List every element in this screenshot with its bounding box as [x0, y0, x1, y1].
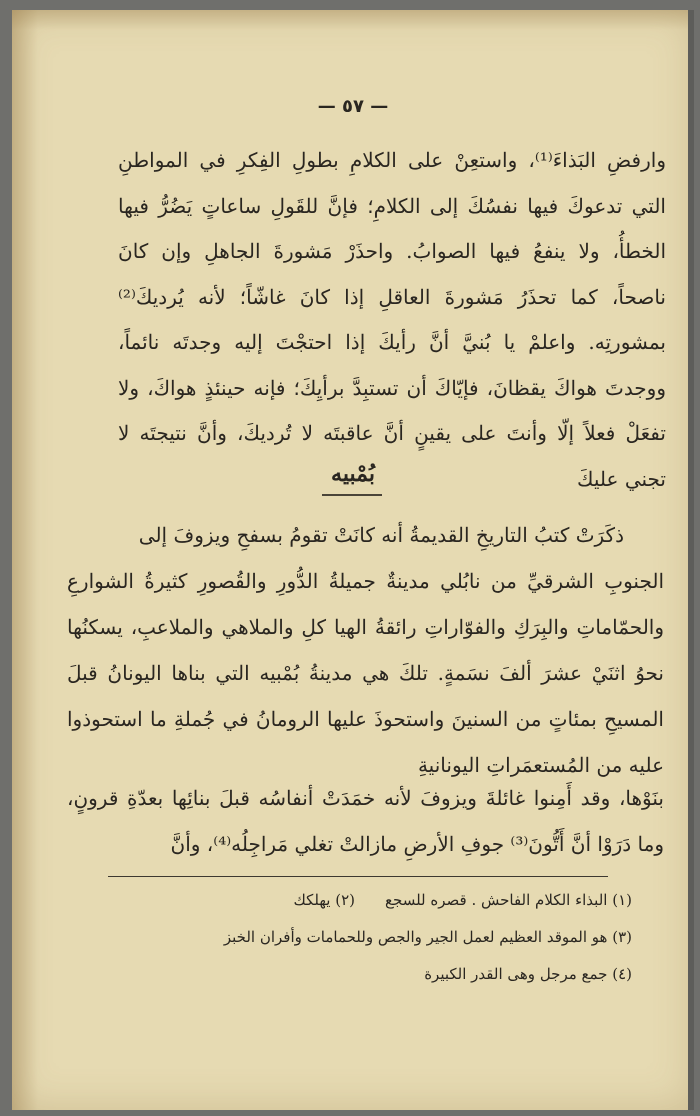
heading-underline	[322, 494, 382, 496]
footnote-line	[162, 956, 632, 993]
footnote-line	[162, 919, 632, 956]
page-stain-left	[12, 10, 38, 1110]
footnote-line	[162, 882, 632, 919]
page-number: — ٥٧ —	[317, 96, 389, 117]
footnote-2: (٢) يهلكك	[293, 891, 356, 909]
paragraph-vesuvius: بنَوْها، وقد أَمِنوا غائلةَ ويزوفَ لأنه خمَدَتْ أنفاسُه قبلَ بنائِها بعدّةِ قرونٍ، وما دَرَوْا أنَّ أَتُّونَ⁽³⁾ جوفِ الأرضِ مازالتْ تغلي مَراجِلُه⁽⁴⁾، وأنَّ	[67, 786, 664, 856]
footnote-3: (٣) هو الموقد العظيم لعمل الجير والجص وللحمامات وأفران الخبز	[223, 928, 632, 946]
page-edge	[688, 10, 694, 1110]
paragraph-pompeii-history	[67, 512, 664, 788]
footnote-divider	[108, 876, 608, 877]
page-stain-top	[12, 10, 694, 30]
paragraph-first-line: ذكَرَتْ كتبُ التاريخِ القديمةُ أنه كانَتْ تقومُ بسفحِ ويزوفَ إلى	[138, 523, 624, 547]
footnote-1: (١) البذاء الكلام الفاحش . قصره للسجع	[385, 891, 632, 909]
book-page	[12, 10, 694, 1110]
paragraph-advice: وارفضِ البَذاءَ⁽¹⁾، واستعِنْ على الكلامِ بطولِ الفِكرِ في المواطنِ التي تدعوكَ فيها نفسُكَ إلى الكلامِ؛ فإنَّ للقَولِ ساعاتٍ يَضُرُّ فيها الخطأُ، ولا ينفعُ فيها الصوابُ. واحذَرْ مَشورةَ الجاهلِ وإن كانَ ناصحاً، كما تحذَرُ مَشورةَ العاقلِ إذا كانَ غاشّاً؛ لأنه يُرديكَ⁽²⁾ بمشورتِه. واعلمْ يا بُنيَّ أنَّ رأيكَ إذا احتجْتَ إليه وجدتَه نائماً، ووجدتَ هواكَ يقظانَ، فإيّاكَ أن تستبِدَّ برأيِكَ؛ فإنه حينئذٍ هواكَ، ولا تفعَلْ فعلاً إلّا وأنتَ على يقينٍ أنَّ عاقبتَه لا تُرديكَ، وأنَّ نتيجتَه لا تجني عليكَ	[118, 148, 666, 491]
paragraph-continuation: الجنوبِ الشرقيِّ من نابُلي مدينةٌ جميلةُ الدُّورِ والقُصورِ كثيرةُ الشوارعِ والحمّاماتِ والبِرَكِ والفوّاراتِ رائقةُ الهيا كلِ والملاهي والملاعبِ، يسكنُها نحوُ اثنَيْ عشرَ ألفَ نسَمةٍ. تلكَ هي مدينةُ بُمْبيه التي بناها اليونانُ قبلَ المسيحِ بمئاتٍ من السنينَ واستحوذَ عليها الرومانُ في جُملةِ ما استحوذوا عليه من المُستعمَراتِ اليونانيةِ	[67, 569, 664, 777]
footnote-4: (٤) جمع مرجل وهى القدر الكبيرة	[424, 965, 632, 983]
section-heading: بُمْبيه	[331, 461, 375, 487]
footnotes	[162, 882, 632, 993]
